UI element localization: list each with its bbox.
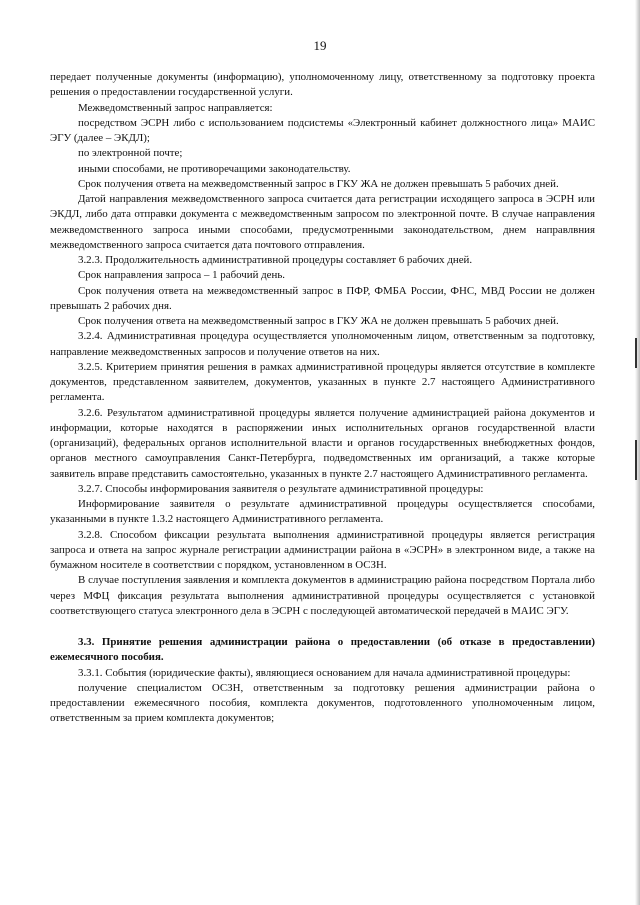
paragraph: Срок получения ответа на межведомственный запрос в ГКУ ЖА не должен превышать 5 рабочих дней. bbox=[78, 315, 559, 327]
paragraph: 3.2.6. Результатом административной процедуры является получение администрацией района документов и информации, которые находятся в распоряжении иных исполнительных органов государственной власти (организаций), федеральных органов исполнительной власти и органов государственных внебюджетных фондов, органов местного самоуправления Санкт-Петербурга, подведомственных им организаций, а также которые заявитель вправе представить самостоятельно, указанных в пункте 2.7 настоящего Административного регламента. bbox=[50, 406, 595, 480]
page-number: 19 bbox=[313, 38, 327, 53]
paragraph: В случае поступления заявления и комплекта документов в администрацию района посредством Портала либо через МФЦ фиксация результата выполнения административной процедуры осуществляется с установкой соответствующего статуса электронного дела в ЭСРН с последующей автоматической передачей в МАИС ЭГУ. bbox=[50, 574, 595, 617]
paragraph: 3.3.1. События (юридические факты), являющиеся основанием для начала административной процедуры: bbox=[78, 666, 571, 679]
paragraph: 3.2.3. Продолжительность административной процедуры составляет 6 рабочих дней. bbox=[78, 254, 473, 266]
paragraph: 3.2.4. Административная процедура осуществляется уполномоченным лицом, ответственным за подготовку, направление межведомственных запросов и получение ответов на них. bbox=[50, 330, 595, 358]
paragraph: посредством ЭСРН либо с использованием подсистемы «Электронный кабинет должностного лица» МАИС ЭГУ (далее – ЭКДЛ); bbox=[50, 116, 595, 144]
paragraph: по электронной почте; bbox=[78, 147, 183, 160]
scan-edge-mark bbox=[635, 440, 637, 480]
paragraph: передает полученные документы (информацию), уполномоченному лицу, ответственному за подготовку проекта решения о предоставлении государственной услуги. bbox=[50, 71, 595, 99]
document-body bbox=[50, 70, 595, 727]
paragraph: иными способами, не противоречащими законодательству. bbox=[78, 162, 351, 175]
paragraph: Датой направления межведомственного запроса считается дата регистрации исходящего запроса в ЭСРН или ЭКДЛ, либо дата отправки документа с межведомственным запросом по электронной почте. В случае направления межведомственного запроса иными способами, предусмотренными законодательством, днем направлвния межведомственного запроса считается дата почтового отправления. bbox=[50, 193, 595, 251]
paragraph: Срок направления запроса – 1 рабочий день. bbox=[78, 269, 286, 282]
paragraph: 3.2.7. Способы информирования заявителя о результате административной процедуры: bbox=[78, 482, 484, 495]
paragraph: Межведомственный запрос направляется: bbox=[78, 101, 273, 114]
paragraph: Срок получения ответа на межведомственный запрос в ГКУ ЖА не должен превышать 5 рабочих дней. bbox=[78, 177, 559, 190]
paragraph: 3.2.5. Критерием принятия решения в рамках административной процедуры является отсутствие в комплекте документов, представленном заявителем, документов, указанных в пункте 2.7 настоящего Административного регламента. bbox=[50, 360, 595, 404]
paragraph: Срок получения ответа на межведомственный запрос в ПФР, ФМБА России, ФНС, МВД России не должен превышать 2 рабочих дня. bbox=[50, 284, 595, 312]
paragraph: Информирование заявителя о результате административной процедуры осуществляется способами, указанными в пункте 1.3.2 настоящего Административного регламента. bbox=[50, 498, 595, 526]
paragraph: 3.2.8. Способом фиксации результата выполнения административной процедуры является регистрация запроса и ответа на запрос журнале регистрации администрации района в «ЭСРН» в электронном виде, а также на бумажном носителе в соответствии с порядком, установленном в ОСЗН. bbox=[50, 528, 595, 571]
section-heading: 3.3. Принятие решения администрации района о предоставлении (об отказе в предоставлении) ежемесячного пособия. bbox=[50, 636, 595, 664]
paragraph: получение специалистом ОСЗН, ответственным за подготовку решения администрации района о предоставлении ежемесячного пособия, комплекта документов, подготовленного уполномоченным лицом, ответственным за прием комплекта документов; bbox=[50, 681, 595, 725]
scan-edge-mark bbox=[635, 338, 637, 368]
